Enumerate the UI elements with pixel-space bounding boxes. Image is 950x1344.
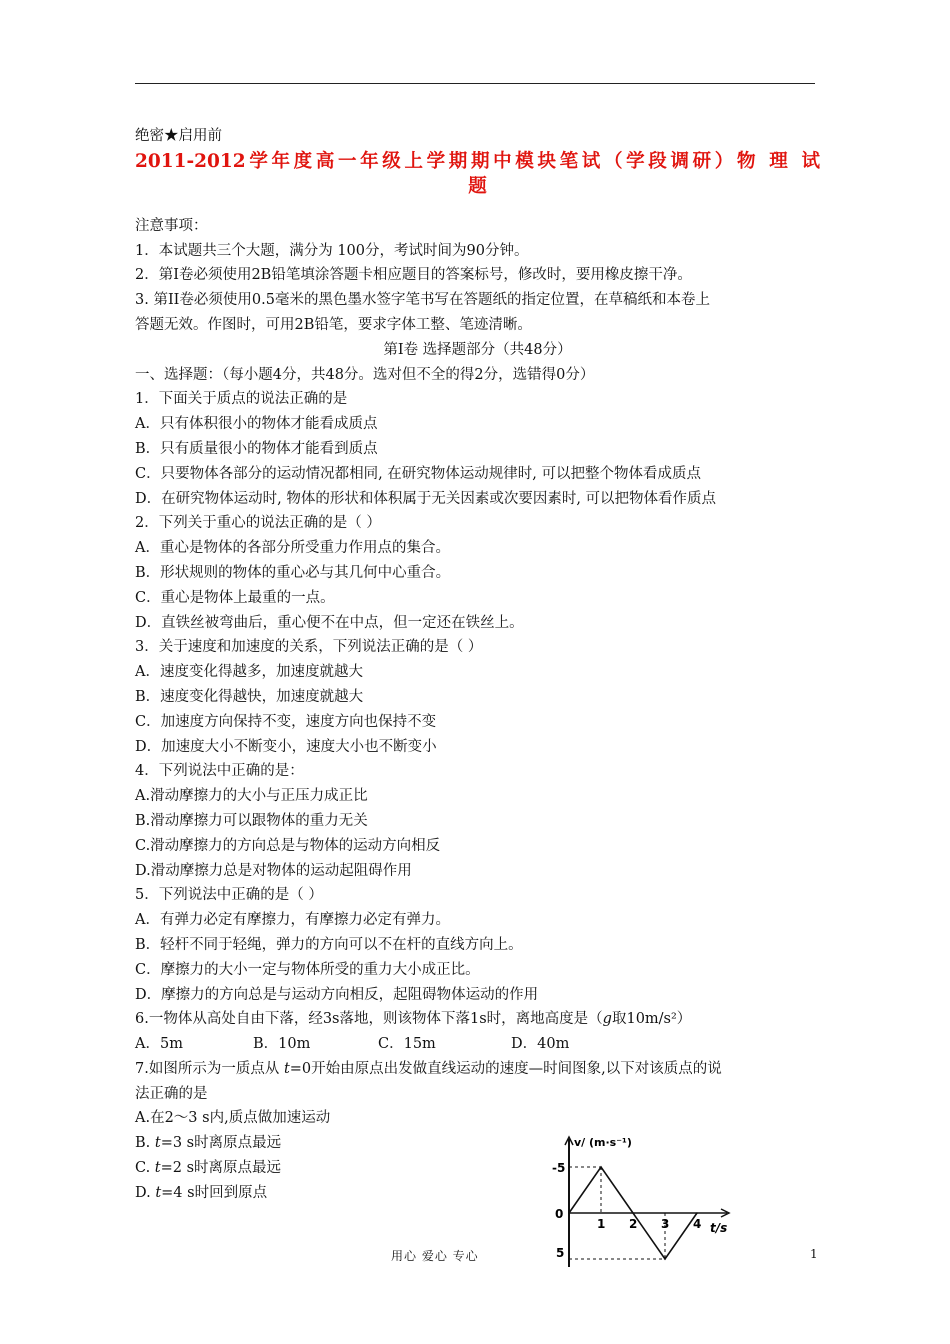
data-point xyxy=(696,1212,698,1214)
notes-heading: 注意事项： xyxy=(135,217,208,234)
x-axis-label: t/s xyxy=(710,1221,728,1235)
question-stem-q7 xyxy=(135,1057,820,1082)
secret-mark: 绝密★启用前 xyxy=(135,128,222,144)
note-item: 答题无效。作图时，可用2B铅笔，要求字体工整、笔迹清晰。 xyxy=(135,316,532,333)
x-tick-label: 2 xyxy=(629,1217,638,1231)
section-title: 第Ⅰ卷 选择题部分（共48分） xyxy=(383,341,572,358)
option-text: =4 s时回到原点 xyxy=(161,1184,268,1201)
footer-motto: 用心 爱心 专心 xyxy=(391,1249,479,1263)
origin-label: 0 xyxy=(555,1207,564,1221)
question-stem: 4．下列说法中正确的是： xyxy=(135,763,304,780)
data-point xyxy=(664,1258,666,1260)
option-prefix: B. xyxy=(135,1135,155,1152)
question-option: A.滑动摩擦力的大小与正压力成正比 xyxy=(135,788,368,805)
exam-title-line1: 2011-2012学年度高一年级上学期期中模块笔试（学段调研）物 理 试 xyxy=(135,150,820,172)
question-option: B．10m xyxy=(253,1036,311,1053)
question-option: A.在2～3 s内,质点做加速运动 xyxy=(135,1110,331,1127)
data-point xyxy=(568,1212,570,1214)
page-body xyxy=(135,124,820,1206)
question-stem-q7-cont: 法正确的是 xyxy=(135,1085,208,1102)
section-instruction: 一、选择题：（每小题4分，共48分。选对但不全的得2分，选错得0分） xyxy=(135,366,595,383)
option-text: =2 s时离原点最远 xyxy=(160,1160,282,1177)
question-stem: 3．关于速度和加速度的关系，下列说法正确的是（ ） xyxy=(135,639,483,656)
question-option: B．形状规则的物体的重心必与其几何中心重合。 xyxy=(135,564,451,581)
question-option: B．只有质量很小的物体才能看到质点 xyxy=(135,440,378,457)
q6-options-row xyxy=(135,1032,820,1057)
question-stem: 5．下列说法中正确的是（ ） xyxy=(135,887,323,904)
note-item: 1．本试题共三个大题，满分为 100分，考试时间为90分钟。 xyxy=(135,242,529,259)
question-option: C．只要物体各部分的运动情况都相同, 在研究物体运动规律时, 可以把整个物体看成质点 xyxy=(135,465,702,482)
question-option: B．轻杆不同于轻绳，弹力的方向可以不在杆的直线方向上。 xyxy=(135,936,523,953)
data-point xyxy=(600,1166,602,1168)
q6-stem-text: 6.一物体从高处自由下落，经3s落地，则该物体下落1s时，离地高度是（ xyxy=(135,1011,603,1028)
question-option: D．40m xyxy=(511,1036,570,1053)
velocity-time-graph xyxy=(552,1135,742,1270)
x-tick-label: 3 xyxy=(661,1217,670,1231)
question-option: B.滑动摩擦力可以跟物体的重力无关 xyxy=(135,812,368,829)
option-prefix: D. xyxy=(135,1184,156,1201)
question-option: A．有弹力必定有摩擦力，有摩擦力必定有弹力。 xyxy=(135,912,450,929)
page-number: 1 xyxy=(810,1247,818,1261)
header-rule xyxy=(135,83,815,84)
q7-t-symbol: t xyxy=(283,1060,290,1077)
question-option: A．重心是物体的各部分所受重力作用点的集合。 xyxy=(135,540,450,557)
note-item: 2．第Ⅰ卷必须使用2B铅笔填涂答题卡相应题目的答案标号，修改时，要用橡皮擦干净。 xyxy=(135,267,692,284)
question-option: D．在研究物体运动时, 物体的形状和体积属于无关因素或次要因素时, 可以把物体看作质点 xyxy=(135,490,717,507)
question-stem-q6 xyxy=(135,1007,820,1032)
question-stem: 1．下面关于质点的说法正确的是 xyxy=(135,391,348,408)
q6-stem-tail: 取10m/s²） xyxy=(611,1011,692,1028)
q7-stem-tail: =0开始由原点出发做直线运动的速度—时间图象,以下对该质点的说 xyxy=(289,1060,722,1077)
x-tick-label: 4 xyxy=(693,1217,702,1231)
x-tick-label: 1 xyxy=(597,1217,606,1231)
note-item: 3. 第II卷必须使用0.5毫米的黑色墨水签字笔书写在答题纸的指定位置，在草稿纸和本卷上 xyxy=(135,292,710,309)
q7-t-symbol: t xyxy=(154,1160,161,1177)
question-option: C.滑动摩擦力的方向总是与物体的运动方向相反 xyxy=(135,837,441,854)
question-stem: 2．下列关于重心的说法正确的是（ ） xyxy=(135,515,381,532)
question-option: C．摩擦力的大小一定与物体所受的重力大小成正比。 xyxy=(135,961,480,978)
exam-title-line2: 题 xyxy=(468,175,487,197)
question-option: C．加速度方向保持不变，速度方向也保持不变 xyxy=(135,713,437,730)
q7-t-symbol: t xyxy=(154,1135,161,1152)
question-option: D．摩擦力的方向总是与运动方向相反，起阻碍物体运动的作用 xyxy=(135,986,539,1003)
y-top-label: -5 xyxy=(552,1161,566,1175)
question-option: D．直铁丝被弯曲后，重心便不在中点，但一定还在铁丝上。 xyxy=(135,614,524,631)
question-option: B．速度变化得越快，加速度就越大 xyxy=(135,688,364,705)
question-option: A．只有体积很小的物体才能看成质点 xyxy=(135,416,378,433)
question-option: C．15m xyxy=(378,1036,436,1053)
q6-g-symbol: g xyxy=(602,1011,612,1028)
option-text: =3 s时离原点最远 xyxy=(160,1135,282,1152)
q7-t-symbol: t xyxy=(155,1184,162,1201)
question-option: A．速度变化得越多，加速度就越大 xyxy=(135,664,363,681)
option-prefix: C. xyxy=(135,1160,155,1177)
question-option: A．5m xyxy=(135,1036,183,1053)
question-option: D．加速度大小不断变小，速度大小也不断变小 xyxy=(135,738,437,755)
question-option: D.滑动摩擦力总是对物体的运动起阻碍作用 xyxy=(135,862,412,879)
question-option: C．重心是物体上最重的一点。 xyxy=(135,589,335,606)
data-point xyxy=(632,1212,634,1214)
y-axis-label: v/ (m·s⁻¹) xyxy=(574,1136,632,1149)
q7-stem-text: 7.如图所示为一质点从 xyxy=(135,1060,284,1077)
y-bottom-label: 5 xyxy=(556,1246,565,1260)
